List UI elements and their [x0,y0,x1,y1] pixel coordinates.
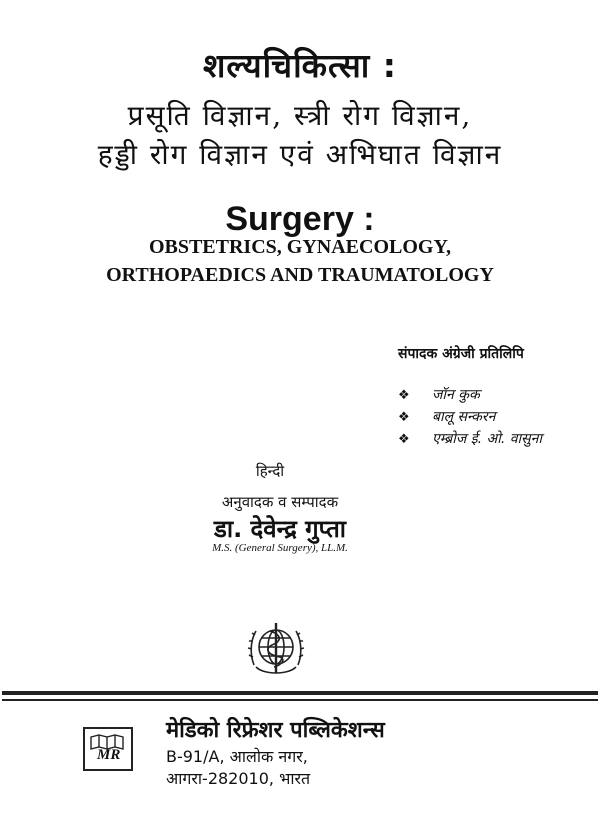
editors-heading: संपादक अंग्रेजी प्रतिलिपि [398,346,524,362]
english-title: Surgery : [225,200,375,238]
editors-list [398,385,542,451]
hindi-title: शल्यचिकित्सा : [202,46,398,85]
publisher-address-line-2: आगरा-282010, भारत [166,769,311,788]
translation-language: हिन्दी [255,462,285,480]
mr-publisher-logo-icon [83,727,133,771]
editor-item [398,407,542,429]
diamond-bullet-icon: ❖ [398,388,410,403]
diamond-bullet-icon: ❖ [398,432,410,447]
translator-role: अनुवादक व सम्पादक [221,493,339,511]
logo-letters: MR [97,747,121,763]
diamond-bullet-icon: ❖ [398,410,410,425]
divider-thin [2,699,598,701]
translator-qualification: M.S. (General Surgery), LL.M. [212,542,348,554]
editor-item [398,385,542,407]
editor-name: एम्ब्रोज ई. ओ. वासुना [432,431,543,447]
english-subtitle-line-1: OBSTETRICS, GYNAECOLOGY, [148,236,452,258]
editor-name: जॉन कुक [432,387,480,403]
who-emblem-icon [244,617,308,681]
divider-thick [2,691,598,695]
hindi-subtitle-line-1: प्रसूति विज्ञान, स्त्री रोग विज्ञान, [127,99,473,132]
hindi-subtitle-line-2: हड्डी रोग विज्ञान एवं अभिघात विज्ञान [97,138,503,171]
english-subtitle-line-2: ORTHOPAEDICS AND TRAUMATOLOGY [106,264,494,286]
translator-name: डा. देवेन्द्र गुप्ता [214,515,346,543]
editor-item [398,429,542,451]
publisher-name: मेडिको रिफ्रेशर पब्लिकेशन्स [166,718,385,743]
editor-name: बालू सन्करन [432,409,496,425]
publisher-address-line-1: B-91/A, आलोक नगर, [166,747,308,766]
